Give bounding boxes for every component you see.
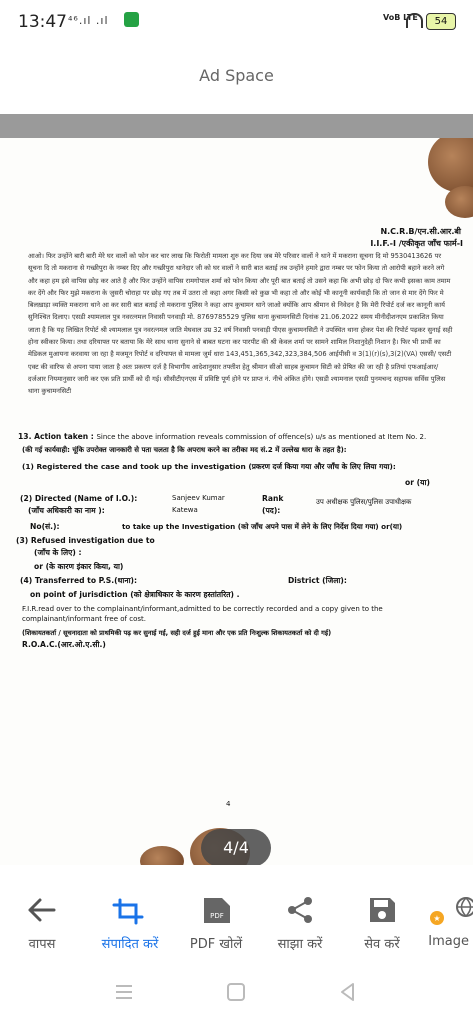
- ncrb-code: N.C.R.B/एन.सी.आर.बी: [380, 227, 461, 236]
- action-taken-line: [18, 432, 426, 441]
- save-label: सेव करें: [364, 937, 400, 952]
- whatsapp-notification-icon: [124, 12, 139, 27]
- pdf-file-icon: [184, 895, 248, 925]
- page-mark: 4: [226, 800, 231, 808]
- battery-icon: 54: [426, 13, 456, 30]
- investigation-direction: to take up the Investigation (को जाँच अपने पास में लेने के लिए निर्देश दिया गया) or(या): [122, 522, 403, 531]
- share-label: साझा करें: [277, 937, 323, 952]
- roac-label: R.O.A.C.(आर.ओ.ए.सी.): [22, 640, 106, 649]
- registered-case: (1) Registered the case and took up the investigation (प्रकरण दर्ज किया गया और जाँच के लिए लिया गया):: [22, 462, 396, 471]
- directed-io-label-hindi: (जाँच अधिकारी का नाम ):: [28, 506, 105, 515]
- coin-image: [428, 138, 473, 192]
- rank-label-hindi: (पद):: [262, 506, 281, 515]
- document-page[interactable]: [0, 138, 473, 865]
- action-taken-hindi: (की गई कार्यवाही: चूंकि उपरोक्त जानकारी से पता चलता है कि अपराध करने का तरीका मद सं.2 में उल्लेख धारा के तहत है):: [22, 446, 347, 454]
- transferred-to: (4) Transferred to P.S.(थाना):: [20, 576, 138, 585]
- fir-read-hindi: (शिकायतकर्ता / सूचनादाता को प्राथमिकी पढ़ कर सुनाई गई, सही दर्ज हुई माना और एक प्रति निःशुल्क शिकायतकर्ता को दी गई): [22, 629, 332, 637]
- form-id: I.I.F.-I /एकीकृत जाँच फार्म-I: [370, 239, 463, 248]
- fir-body-text: आओ। फिर उन्होंने बारी बारी मेरे घर वालों को फोन कर चार लाख कि फिरोती मामला शुरु कर दिया जब मेरे परिवार वालों ने थाने में मकराना सूचना दि मो 9530413626 पर सूचना दि तो मकराना से गच्छीपुरा के नम्बर दिए और गच्छीपुरा थानेदार जी को घर वालों ने सारी बात बताई तब उन्होंने हमारे द्वारा नम्बर पर फोन किया तो आरोपी बहाने करने लगे और कहा हम इसे वापिस छोड़ कर आते है और फिर उन्होंने वापिस रामगोपाल शर्मा को फोन किया और पूरी बात बताई तो उसने कहा कि अभी छोड़ दो फिर कभी इसका काम तमाम कर देंगे और फिर मुझे मकराना के जुसरी चोराहा पर छोड़ गए तब में उतरा तो कहा अगर किसी को कुछ भी कहा तो और कोई भी कानूनी कार्यवाही कि तो जान से मार देंगे फिर मे बिलख़ाड़ा व्यक्ति मकराना थाने आ कर सारी बात बताई तो मकराना पुलिस ने कहा आप कुचामन थाने जाओ क्योंकि आप श्रीमान से निवेदन है कि मेरी रिपोर्ट दर्ज कर कानूनी कार्य सुनिश्चित दिलाए। एसडी श्यामलाल पुत्र नवरत्नमल निवासी पनवाड़ी मो. 8769785529 पुलिस थाना कुचामनसिटी दिनांक 21.06.2022 समय मीनीदीशनएम प्रकाशित किया जाता है कि यह लिखित रिपोर्ट श्री श्यामलाल पुत्र नवरत्नमल जाति मेघवाल उम्र 32 वर्ष निवासी पनवाड़ी पीएस कुचामनसिटी ने उपस्थित थाना होकर पेश की रिपोर्ट पढ़कर सुनाई सही होना स्वीकार किया। तथा दरियाफ्त पर बताया कि मेरे साथ थाना सुनाने से बाबत घटना कर पारपीट की श्री केवल शर्मा पर सामने शामिल निशानुदेही निशान है। फिर भी प्रार्थी का मेडिकल मुआयना करवाया जा रहा है मजमून रिपोर्ट व दरियाफ्त से मामला जुर्म धारा 143,451,365,342,323,384,506 आईपीसी व 3(1)(r)(s),3(2)(VA) एससी/ एसटी एक्ट की वारिफ से अपना पाया जाता है अतः प्रकरण दर्ज है विभागीय आदेशानुसार तफ्तीश हेतु श्रीमान सीओ साहब कुचामन सिटी को प्रेषित की जा रही है प्रतियां एफआईआर/दर्जआर नियमानुसार जारी कर एक प्रति प्रार्थी को दी गई। सीसीटीएनएस में प्रविष्टि पूर्ण होने पर प्राप्त नं. नीचे अंकित होंगे। एसडी श्यामनाल एसडी पुनमचन्द सहायक सर्विस पुलिस थाना कुचामनसिटी: [28, 252, 453, 396]
- back-label: वापस: [28, 937, 56, 952]
- clock: 13:47: [18, 12, 67, 32]
- edit-button[interactable]: [92, 865, 168, 960]
- viewer-top-band: [0, 114, 473, 138]
- headphone-icon: [406, 13, 423, 28]
- action-taken-heading: 13. Action taken :: [18, 432, 94, 441]
- refused-investigation-hindi: (जाँच के लिए) :: [34, 548, 82, 557]
- io-surname: Katewa: [172, 506, 198, 514]
- image-button[interactable]: [422, 865, 473, 960]
- share-button[interactable]: [268, 865, 332, 960]
- volte-icon: VoB LTE: [383, 13, 418, 22]
- back-button[interactable]: [10, 865, 74, 960]
- action-taken-text: Since the above information reveals commission of offence(s) u/s as mentioned at Item No. 2.: [96, 433, 427, 441]
- globe-icon: [422, 895, 473, 925]
- coin-image: [140, 846, 184, 865]
- svg-text:★: ★: [433, 914, 441, 923]
- edit-label: संपादित करें: [101, 937, 159, 952]
- signal-icon: ⁴⁶.ıl .ıl: [68, 14, 109, 27]
- open-pdf-button[interactable]: [184, 865, 248, 960]
- save-disk-icon: [350, 895, 414, 925]
- save-button[interactable]: [350, 865, 414, 960]
- or-label: or (या): [405, 478, 430, 487]
- io-name: Sanjeev Kumar: [172, 494, 225, 502]
- refused-investigation: (3) Refused investigation due to: [16, 536, 155, 545]
- bottom-toolbar: [0, 865, 473, 960]
- share-icon: [268, 895, 332, 925]
- crop-icon: [92, 895, 168, 925]
- directed-io-label: (2) Directed (Name of I.O.):: [20, 494, 138, 503]
- home-icon[interactable]: [225, 982, 247, 1002]
- open-pdf-label: PDF खोलें: [189, 937, 243, 952]
- back-nav-icon[interactable]: [337, 982, 359, 1002]
- rank-label: Rank: [262, 494, 284, 503]
- jurisdiction-line: on point of jurisdiction (को क्षेत्राधिकार के कारण हस्तांतरित) .: [30, 590, 240, 599]
- coin-image: [445, 186, 473, 218]
- arrow-left-icon: [10, 895, 74, 925]
- system-nav-bar: [0, 960, 473, 1024]
- fir-read-note: [22, 604, 422, 624]
- status-bar: [0, 0, 473, 44]
- svg-text:PDF: PDF: [210, 912, 224, 920]
- ad-label: Ad Space: [199, 66, 274, 85]
- district-label: District (जिला):: [288, 576, 347, 585]
- rank-value: उप अधीक्षक पुलिस/पुलिस उपाधीक्षक: [316, 498, 412, 506]
- recent-apps-icon[interactable]: [112, 982, 136, 1002]
- image-label: Image: [428, 934, 469, 949]
- no-label: No(सं.):: [30, 522, 60, 531]
- fir-read-text: F.I.R.read over to the complainant/informant,admitted to be correctly recorded and a copy given to the complainant/informant free of cost.: [22, 605, 383, 623]
- page-indicator: 4/4: [201, 829, 271, 867]
- refused-or: or (के कारण इंकार किया, या): [34, 562, 124, 571]
